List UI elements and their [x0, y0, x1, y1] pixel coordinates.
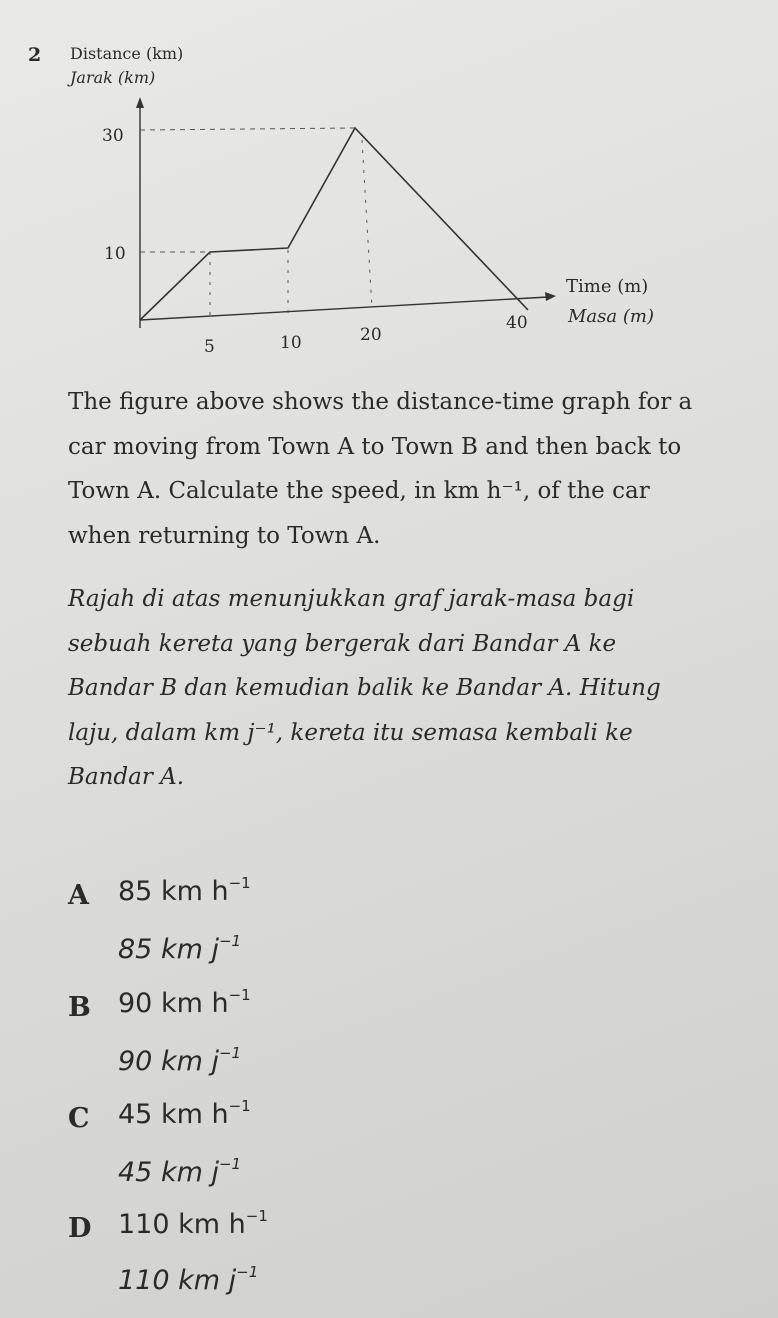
- x-tick-5: 5: [204, 337, 215, 357]
- question-text-ms: Rajah di atas menunjukkan graf jarak-masa bagi sebuah kereta yang bergerak dari Bandar A ke Bandar B dan kemudian balik ke Bandar A. Hitung laju, dalam km j⁻¹, kereta itu semasa kembali ke Bandar A.: [68, 586, 661, 790]
- guide-30: [140, 128, 355, 130]
- option-value-en: 110 km $h^{-1}$: [118, 1207, 268, 1240]
- option-letter: C: [68, 1103, 90, 1134]
- option-value-en: 85 km $h^{-1}$: [118, 874, 251, 907]
- x-axis-label-ms: Masa (m): [568, 306, 654, 327]
- x-tick-20: 20: [360, 325, 382, 345]
- option-value-ms: 45 km $j^{-1}$: [118, 1155, 242, 1188]
- y-tick-30: 30: [102, 126, 124, 146]
- graph-line: [140, 128, 528, 320]
- option-value-ms: 90 km $j^{-1}$: [118, 1044, 242, 1077]
- option-value-ms: 85 km $j^{-1}$: [118, 932, 242, 965]
- y-tick-10: 10: [104, 244, 126, 264]
- x-tick-10: 10: [280, 333, 302, 353]
- option-value-ms: 110 km $j^{-1}$: [118, 1263, 259, 1296]
- x-axis: [140, 297, 548, 320]
- x-axis-arrow: [545, 292, 556, 301]
- distance-time-graph: [0, 0, 778, 360]
- x-tick-40: 40: [506, 313, 528, 333]
- y-axis-label-en: Distance (km): [70, 44, 184, 63]
- x-axis-label-en: Time (m): [566, 276, 649, 297]
- question-number: 2: [28, 44, 42, 66]
- y-axis-label-ms: Jarak (km): [70, 68, 156, 87]
- option-letter: B: [68, 992, 91, 1023]
- option-value-en: 90 km $h^{-1}$: [118, 986, 251, 1019]
- option-letter: A: [68, 880, 89, 911]
- option-letter: D: [68, 1213, 92, 1244]
- question-text-en: The figure above shows the distance-time graph for a car moving from Town A to Town B and then back to Town A. Calculate the speed, in km h⁻¹, of the car when returning to Town A.: [68, 389, 693, 549]
- guide-20: [362, 140, 372, 308]
- option-value-en: 45 km $h^{-1}$: [118, 1097, 251, 1130]
- y-axis-arrow: [136, 97, 144, 108]
